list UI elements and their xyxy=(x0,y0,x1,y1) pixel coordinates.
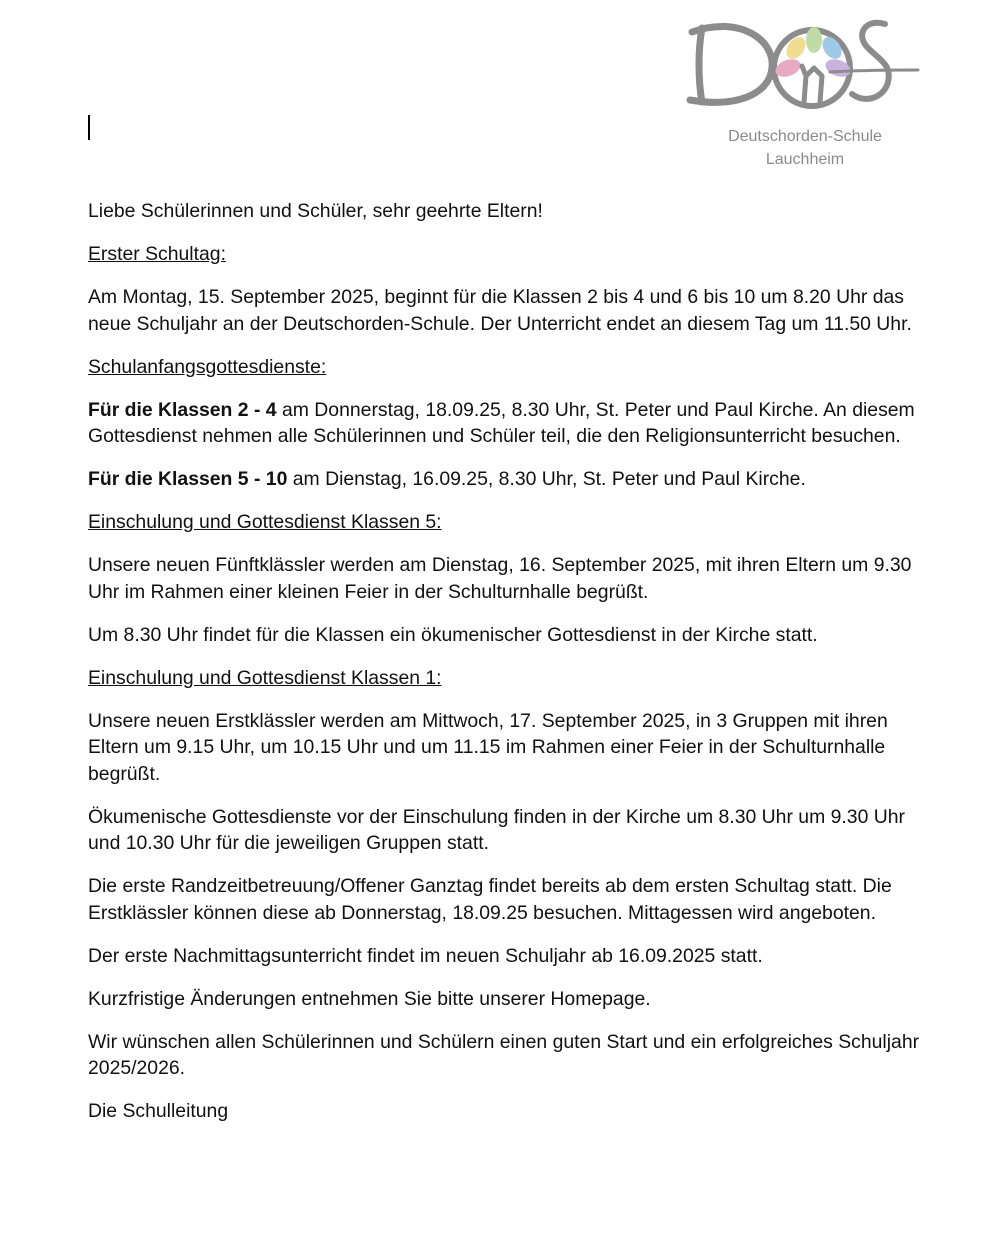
heading-first-day: Erster Schultag: xyxy=(88,243,226,265)
signature: Die Schulleitung xyxy=(88,1100,229,1122)
paragraph-class-1-service: Ökumenische Gottesdienste vor der Einschulung finden in der Kirche um 8.30 Uhr um 9.30 Uhr und 10.30 Uhr für die jeweiligen Gruppen statt. xyxy=(88,805,905,854)
paragraph-afternoon: Der erste Nachmittagsunterricht findet im neuen Schuljahr ab 16.09.2025 statt. xyxy=(88,944,763,967)
service-2-4-text: am Donnerstag, 18.09.25, 8.30 Uhr, St. Peter und Paul Kirche. An diesem Gottesdienst nehmen alle Schülerinnen und Schüler teil, die den Religionsunterricht besuchen. xyxy=(88,398,915,447)
letter-body xyxy=(88,198,928,1141)
paragraph-care: Die erste Randzeitbetreuung/Offener Ganztag findet bereits ab dem ersten Schultag statt. Die Erstklässler können diese ab Donnerstag, 18.09.25 besuchen. Mittagessen wird angeboten. xyxy=(88,875,892,924)
text-cursor xyxy=(88,115,90,140)
paragraph-service-5-10 xyxy=(88,466,928,493)
logo-town: Lauchheim xyxy=(765,151,845,168)
greeting: Liebe Schülerinnen und Schüler, sehr geehrte Eltern! xyxy=(88,200,543,222)
paragraph-changes: Kurzfristige Änderungen entnehmen Sie bitte unserer Homepage. xyxy=(88,987,651,1010)
paragraph-class-5-service: Um 8.30 Uhr findet für die Klassen ein ökumenischer Gottesdienst in der Kirche statt. xyxy=(88,623,818,646)
heading-class-1: Einschulung und Gottesdienst Klassen 1: xyxy=(88,666,442,689)
heading-services: Schulanfangsgottesdienste: xyxy=(88,355,327,378)
paragraph-wishes: Wir wünschen allen Schülerinnen und Schülern einen guten Start und ein erfolgreiches Schuljahr 2025/2026. xyxy=(88,1030,920,1079)
dos-logo-graphic xyxy=(680,10,930,120)
paragraph-service-2-4 xyxy=(88,397,928,450)
school-logo xyxy=(680,10,930,175)
paragraph-first-day: Am Montag, 15. September 2025, beginnt für die Klassen 2 bis 4 und 6 bis 10 um 8.20 Uhr das neue Schuljahr an der Deutschorden-Schule. Der Unterricht endet an diesem Tag um 11.50 Uhr. xyxy=(88,286,912,335)
logo-school-name: Deutschorden-Schule xyxy=(728,128,882,145)
paragraph-class-1-welcome: Unsere neuen Erstklässler werden am Mittwoch, 17. September 2025, in 3 Gruppen mit ihren Eltern um 9.15 Uhr, um 10.15 Uhr und um 11.15 im Rahmen einer Feier in der Schulturnhalle begrüßt. xyxy=(88,709,888,785)
paragraph-class-5-welcome: Unsere neuen Fünftklässler werden am Dienstag, 16. September 2025, mit ihren Eltern um 9.30 Uhr im Rahmen einer kleinen Feier in der Schulturnhalle begrüßt. xyxy=(88,554,912,603)
service-5-10-text: am Dienstag, 16.09.25, 8.30 Uhr, St. Peter und Paul Kirche. xyxy=(287,468,806,490)
service-2-4-bold: Für die Klassen 2 - 4 xyxy=(88,398,277,421)
service-5-10-bold: Für die Klassen 5 - 10 xyxy=(88,468,288,490)
heading-class-5: Einschulung und Gottesdienst Klassen 5: xyxy=(88,511,442,533)
